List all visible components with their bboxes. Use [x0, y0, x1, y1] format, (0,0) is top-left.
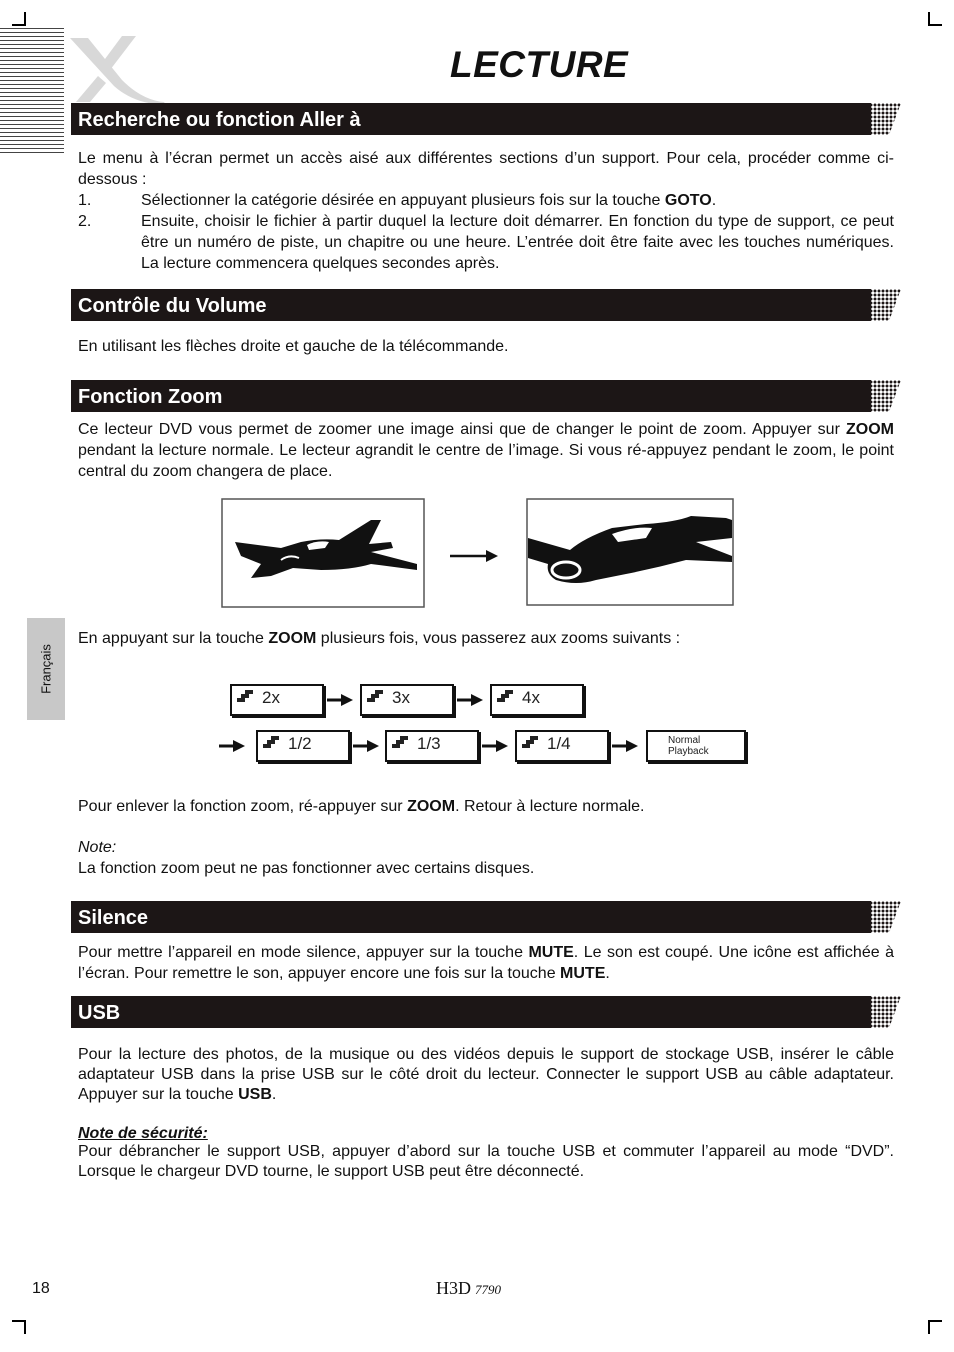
sequence-arrow-icon: [219, 740, 245, 752]
page-title: LECTURE: [450, 44, 629, 85]
model-brand: H3D: [436, 1278, 471, 1298]
zoom-note-label: Note:: [78, 839, 117, 856]
zoom-level-box: [256, 730, 350, 762]
section-header-silence: [71, 901, 901, 933]
step-text: Sélectionner la catégorie désirée en appuyant plusieurs fois sur la touche GOTO.: [141, 192, 717, 209]
zoom-arrow-icon: [450, 549, 500, 563]
language-tab: [27, 618, 65, 720]
zoom-level-box: [490, 684, 584, 716]
crop-mark-bottom-right: [928, 1320, 942, 1334]
section-title: Silence: [78, 907, 149, 929]
step-number: 1.: [78, 192, 92, 209]
sequence-arrow-icon: [327, 694, 353, 706]
zoom-level-label: 1/4: [547, 734, 571, 753]
zoom-exit-text: Pour enlever la fonction zoom, ré-appuyer sur ZOOM. Retour à lecture normale.: [78, 798, 645, 815]
section-title: Contrôle du Volume: [78, 295, 267, 317]
section-title: USB: [78, 1002, 121, 1024]
zoom-level-box: [385, 730, 479, 762]
step-text: Ensuite, choisir le fichier à partir duquel la lecture doit démarrer. En fonction du type de support, ce peut être un numéro de piste, un chapitre ou une heure. L’entrée doit être faite avec les touches numériques. La lecture commencera quelques secondes après.: [141, 213, 894, 272]
goto-step-1: [78, 190, 894, 211]
zoom-note-text: La fonction zoom peut ne pas fonctionner avec certains disques.: [78, 860, 535, 877]
step-number: 2.: [78, 213, 92, 230]
zoom-level-label: 4x: [522, 688, 540, 707]
goto-intro: Le menu à l’écran permet un accès aisé aux différentes sections d’un support. Pour cela, procéder comme ci-dessous :: [78, 150, 894, 188]
section-title: Fonction Zoom: [78, 386, 223, 408]
zoom-intro: Ce lecteur DVD vous permet de zoomer une image ainsi que de changer le point de zoom. Appuyer sur ZOOM pendant la lecture normale. Le lecteur agrandit le centre de l’image. Si vous ré-appuyez pendant le zoom, le point central du zoom changera de place.: [78, 421, 894, 480]
zoom-level-label: 2x: [262, 688, 280, 707]
normal-playback-box: [646, 730, 746, 762]
zoom-levels-intro: En appuyant sur la touche ZOOM plusieurs fois, vous passerez aux zooms suivants :: [78, 630, 681, 647]
zoom-level-box: [515, 730, 609, 762]
goto-step-2: [78, 211, 894, 274]
model-number: 7790: [475, 1282, 501, 1297]
brand-x-logo: [64, 30, 174, 105]
sequence-arrow-icon: [612, 740, 638, 752]
sequence-arrow-icon: [353, 740, 379, 752]
section-title: Recherche ou fonction Aller à: [78, 109, 361, 131]
crop-mark-top-left: [12, 12, 26, 26]
section-header-volume: [71, 289, 901, 321]
usb-safety-label: Note de sécurité:: [78, 1125, 208, 1142]
section-header-usb: [71, 996, 901, 1028]
section-header-goto: [71, 103, 901, 135]
usb-safety-text: Pour débrancher le support USB, appuyer d’abord sur la touche USB et commuter l’appareil au mode “DVD”. Lorsque le chargeur DVD tourne, le support USB peut être déconnecté.: [78, 1143, 894, 1180]
zoom-level-label: 1/2: [288, 734, 312, 753]
zoom-level-box: [360, 684, 454, 716]
language-label: Français: [38, 644, 54, 694]
zoom-level-label: 3x: [392, 688, 410, 707]
zoom-level-box: [230, 684, 324, 716]
usb-text: Pour la lecture des photos, de la musique ou des vidéos depuis le support de stockage USB, insérer le câble adaptateur USB dans la prise USB sur le côté droit du lecteur. Connecter le support USB au câble adaptateur. Appuyer sur la touche USB.: [78, 1046, 894, 1103]
page-number: 18: [32, 1280, 50, 1297]
crop-mark-top-right: [928, 12, 942, 26]
airplane-normal-image: [221, 498, 425, 608]
sequence-arrow-icon: [457, 694, 483, 706]
normal-playback-label: Normal Playback: [668, 735, 709, 757]
zoom-level-label: 1/3: [417, 734, 441, 753]
sequence-arrow-icon: [482, 740, 508, 752]
model-name: [436, 1278, 501, 1299]
crop-mark-bottom-left: [12, 1320, 26, 1334]
airplane-zoomed-image: [526, 498, 734, 606]
silence-text: Pour mettre l’appareil en mode silence, appuyer sur la touche MUTE. Le son est coupé. Une icône est affichée à l’écran. Pour remettre le son, appuyer encore une fois sur la touche MUTE.: [78, 944, 894, 982]
volume-text: En utilisant les flèches droite et gauche de la télécommande.: [78, 338, 509, 355]
section-header-zoom: [71, 380, 901, 412]
header-stripes: [0, 28, 64, 156]
